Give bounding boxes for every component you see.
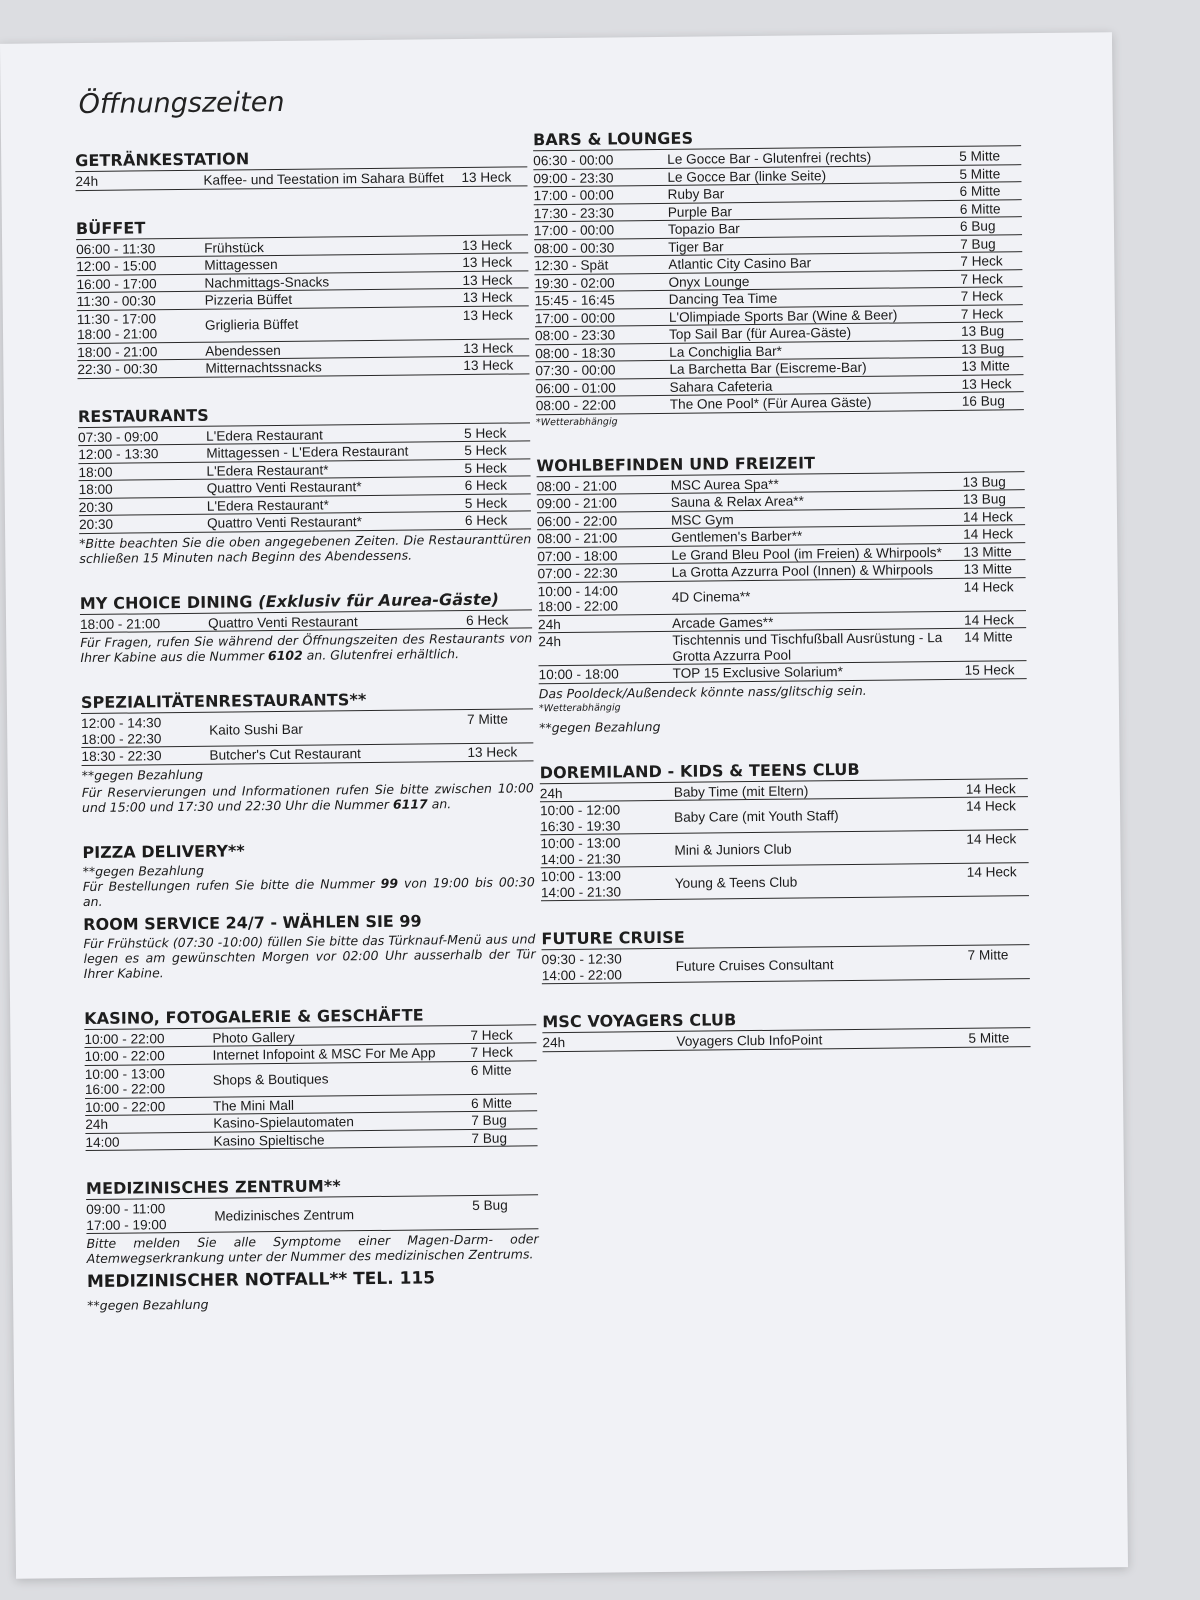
deck-cell: 14 Mitte xyxy=(964,629,1013,645)
time-cell: 06:00 - 22:00 xyxy=(536,512,618,529)
section-bueffet xyxy=(76,214,530,379)
name-cell: Dancing Tea Time xyxy=(668,290,778,307)
name-cell: Tischtennis und Tischfußball Ausrüstung - La Grotta Azzurra Pool xyxy=(672,630,943,664)
time-cell: 10:00 - 14:00 18:00 - 22:00 xyxy=(537,582,619,615)
deck-cell: 13 Heck xyxy=(467,744,518,761)
time-cell: 09:30 - 12:30 14:00 - 22:00 xyxy=(541,951,622,983)
name-cell: Quattro Venti Restaurant* xyxy=(206,479,362,496)
time-cell: 14:00 xyxy=(85,1134,120,1150)
name-cell: Top Sail Bar (für Aurea-Gäste) xyxy=(668,324,852,342)
table-row xyxy=(81,710,533,748)
name-cell: The One Pool* (Für Aurea Gäste) xyxy=(669,394,872,412)
time-cell: 07:30 - 09:00 xyxy=(78,428,159,445)
time-cell: 10:00 - 13:00 14:00 - 21:30 xyxy=(540,835,621,867)
time-cell: 10:00 - 13:00 16:00 - 22:00 xyxy=(84,1065,166,1098)
time-cell: 24h xyxy=(538,634,562,650)
time-cell: 07:00 - 22:30 xyxy=(537,565,618,582)
name-cell: Le Grand Bleu Pool (im Freien) & Whirpools* xyxy=(671,544,942,563)
deck-cell: 7 Heck xyxy=(960,288,1004,304)
deck-cell: 13 Mitte xyxy=(961,358,1010,374)
deck-cell: 14 Heck xyxy=(965,780,1016,797)
section-title: FUTURE CRUISE xyxy=(541,924,1029,950)
spezial-note xyxy=(82,780,534,815)
table-row xyxy=(86,1196,538,1234)
name-cell: Tiger Bar xyxy=(668,238,724,255)
time-cell: 12:30 - Spät xyxy=(534,257,609,274)
deck-cell: 14 Heck xyxy=(966,864,1017,880)
section-kasino xyxy=(84,1004,537,1151)
time-cell: 18:30 - 22:30 xyxy=(81,748,162,765)
deck-cell: 7 Mitte xyxy=(467,711,508,728)
name-cell: L'Edera Restaurant xyxy=(206,427,323,444)
table-row xyxy=(536,392,1024,415)
time-cell: 09:00 - 21:00 xyxy=(536,495,618,512)
name-cell: Baby Time (mit Eltern) xyxy=(673,782,809,800)
section-medizin xyxy=(86,1174,539,1313)
schedule-table xyxy=(84,1026,537,1151)
name-cell: The Mini Mall xyxy=(213,1097,295,1114)
name-cell: Onyx Lounge xyxy=(668,273,750,290)
table-row xyxy=(75,168,527,190)
name-cell: Photo Gallery xyxy=(212,1029,295,1046)
section-title-main: MY CHOICE DINING xyxy=(79,591,253,613)
note-text: Für Reservierungen und Informationen rufen Sie bitte zwischen 10:00 und 15:00 und 17:30 und 22:30 Uhr die Nummer xyxy=(81,779,534,815)
time-cell: 17:00 - 00:00 xyxy=(533,187,614,204)
name-cell: Kasino-Spielautomaten xyxy=(213,1114,354,1131)
name-cell: Butcher's Cut Restaurant xyxy=(209,746,361,763)
time-cell: 19:30 - 02:00 xyxy=(534,274,615,291)
restaurants-note: *Bitte beachten Sie die oben angegebenen Zeiten. Die Restauranttüren schließen 15 Minuten nach Beginn des Abendessens. xyxy=(79,530,532,566)
time-cell: 07:30 - 00:00 xyxy=(535,362,616,379)
schedule-table xyxy=(86,1196,538,1234)
note-text: an. xyxy=(427,795,452,811)
table-row xyxy=(85,1129,537,1151)
deck-cell: 7 Heck xyxy=(960,305,1004,322)
time-cell: 08:00 - 23:30 xyxy=(535,327,616,344)
schedule-table xyxy=(80,611,532,633)
time-cell: 12:00 - 14:30 18:00 - 22:30 xyxy=(81,715,162,747)
time-cell: 10:00 - 22:00 xyxy=(84,1048,165,1065)
schedule-table xyxy=(540,780,1029,902)
name-cell: La Grotta Azzurra Pool (Innen) & Whirpools xyxy=(671,562,934,580)
deck-cell: 7 Heck xyxy=(960,270,1003,287)
deck-cell: 5 Mitte xyxy=(959,148,1001,164)
phone-number: 6117 xyxy=(392,795,428,812)
table-row xyxy=(541,863,1029,901)
name-cell: Medizinisches Zentrum xyxy=(214,1206,355,1224)
section-title: KASINO, FOTOGALERIE & GESCHÄFTE xyxy=(84,1004,536,1030)
name-cell: Topazio Bar xyxy=(667,221,740,237)
phone-number: 6102 xyxy=(267,647,303,664)
name-cell: Mini & Juniors Club xyxy=(674,841,792,858)
deck-cell: 13 Mitte xyxy=(963,561,1012,577)
paid-note: **gegen Bezahlung xyxy=(81,766,204,783)
deck-cell: 13 Heck xyxy=(462,254,513,271)
name-cell: Sauna & Relax Area** xyxy=(670,493,804,510)
schedule-table xyxy=(75,168,527,190)
time-cell: 15:45 - 16:45 xyxy=(534,292,615,309)
deck-cell: 13 Heck xyxy=(462,272,513,288)
deck-cell: 14 Heck xyxy=(966,831,1017,847)
deck-cell: 5 Heck xyxy=(464,495,508,511)
time-cell: 08:00 - 00:30 xyxy=(534,239,615,256)
page-title: Öffnungszeiten xyxy=(78,86,285,121)
time-cell: 20:30 xyxy=(78,499,113,515)
deck-cell: 6 Heck xyxy=(465,612,509,628)
name-cell: TOP 15 Exclusive Solarium* xyxy=(672,664,843,681)
deck-cell: 6 Heck xyxy=(464,477,508,494)
deck-cell: 5 Bug xyxy=(472,1197,508,1213)
time-cell: 18:00 - 21:00 xyxy=(79,615,161,632)
name-cell: MSC Gym xyxy=(670,511,734,528)
time-cell: 24h xyxy=(539,785,563,801)
deck-cell: 5 Heck xyxy=(464,442,507,459)
name-cell: MSC Aurea Spa** xyxy=(670,476,779,493)
time-cell: 10:00 - 18:00 xyxy=(538,666,619,683)
deck-cell: 7 Mitte xyxy=(967,947,1009,963)
time-cell: 10:00 - 22:00 xyxy=(84,1030,165,1047)
section-title: MEDIZINISCHES ZENTRUM** xyxy=(86,1174,538,1200)
room-note: Für Frühstück (07:30 -10:00) füllen Sie bitte das Türknauf-Menü aus und legen es am gewünschten Morgen vor 02:00 Uhr ausserhalb der Tür Ihrer Kabine. xyxy=(83,930,536,981)
deck-cell: 14 Heck xyxy=(963,578,1014,595)
deck-cell: 5 Mitte xyxy=(959,165,1001,182)
section-pizza-delivery xyxy=(82,838,535,909)
name-cell: L'Edera Restaurant* xyxy=(206,461,329,479)
pooldeck-note: Das Pooldeck/Außendeck könnte nass/glitschig sein. xyxy=(538,682,867,701)
section-my-choice-dining xyxy=(80,589,533,665)
name-cell: La Barchetta Bar (Eiscreme-Bar) xyxy=(669,359,867,377)
name-cell: Mitternachtssnacks xyxy=(205,359,322,376)
deck-cell: 7 Bug xyxy=(471,1112,507,1128)
name-cell: Purple Bar xyxy=(667,203,733,220)
note-text: Für Bestellungen rufen Sie bitte die Nummer xyxy=(82,875,381,894)
table-row xyxy=(80,611,532,633)
deck-cell: 5 Heck xyxy=(464,460,507,476)
name-cell: Griglieria Büffet xyxy=(204,317,299,333)
time-cell: 20:30 xyxy=(78,516,114,533)
deck-cell: 14 Heck xyxy=(963,526,1014,542)
deck-cell: 13 Mitte xyxy=(963,543,1012,560)
name-cell: L'Olimpiade Sports Bar (Wine & Beer) xyxy=(668,306,898,325)
phone-number: 99 xyxy=(380,875,399,891)
table-row xyxy=(540,797,1028,835)
time-cell: 18:00 xyxy=(78,481,113,498)
time-cell: 08:00 - 22:00 xyxy=(535,397,617,414)
table-row xyxy=(81,743,533,765)
deck-cell: 14 Heck xyxy=(962,508,1013,525)
section-wohlbefinden xyxy=(536,451,1027,735)
pizza-note xyxy=(83,874,535,909)
time-cell: 24h xyxy=(85,1116,109,1133)
schedule-table xyxy=(537,473,1027,684)
name-cell: Le Gocce Bar - Glutenfrei (rechts) xyxy=(667,149,872,167)
schedule-table xyxy=(533,147,1024,415)
time-cell: 11:30 - 00:30 xyxy=(76,293,156,310)
time-cell: 17:00 - 00:00 xyxy=(534,309,616,326)
paid-note: **gegen Bezahlung xyxy=(82,862,205,879)
section-title xyxy=(82,838,534,862)
name-cell: Mittagessen - L'Edera Restaurant xyxy=(206,443,409,461)
section-bars xyxy=(533,125,1024,428)
time-cell: 11:30 - 17:00 18:00 - 21:00 xyxy=(76,310,158,343)
name-cell: Internet Infopoint & MSC For Me App xyxy=(212,1045,436,1063)
time-cell: 16:00 - 17:00 xyxy=(76,275,157,292)
name-cell: Quattro Venti Restaurant* xyxy=(206,514,363,531)
time-cell: 18:00 xyxy=(78,464,113,480)
deck-cell: 6 Mitte xyxy=(959,183,1001,199)
deck-cell: 7 Heck xyxy=(960,253,1003,269)
name-cell: Baby Care (mit Youth Staff) xyxy=(674,807,839,825)
deck-cell: 13 Heck xyxy=(462,289,513,306)
section-title: MSC VOYAGERS CLUB xyxy=(542,1007,1030,1033)
note-text: von 19:00 bis 00:30 an. xyxy=(82,873,535,909)
deck-cell: 16 Bug xyxy=(961,393,1005,409)
section-doremiland xyxy=(540,758,1029,902)
time-cell: 06:00 - 01:00 xyxy=(535,379,616,396)
time-cell: 24h xyxy=(75,173,99,190)
paid-note: **gegen Bezahlung xyxy=(539,718,661,735)
deck-cell: 14 Heck xyxy=(965,798,1016,814)
name-cell: Pizzeria Büffet xyxy=(204,291,293,308)
deck-cell: 6 Bug xyxy=(959,218,996,234)
table-row xyxy=(85,1061,537,1099)
deck-cell: 14 Heck xyxy=(963,611,1015,628)
deck-cell: 6 Mitte xyxy=(470,1062,512,1078)
deck-cell: 6 Mitte xyxy=(471,1095,512,1111)
section-future-cruise xyxy=(541,924,1030,984)
name-cell: Gentlemen's Barber** xyxy=(671,528,803,545)
paid-note: **gegen Bezahlung xyxy=(87,1296,209,1314)
section-getraenkestation xyxy=(75,146,527,190)
time-cell: 22:30 - 00:30 xyxy=(77,361,158,378)
emergency-title: MEDIZINISCHER NOTFALL** TEL. 115 xyxy=(86,1268,436,1293)
time-cell: 10:00 - 22:00 xyxy=(85,1098,166,1115)
table-row xyxy=(542,946,1030,984)
right-column xyxy=(533,125,1031,1080)
section-title: SPEZIALITÄTENRESTAURANTS** xyxy=(81,688,533,714)
deck-cell: 13 Heck xyxy=(463,340,514,356)
deck-cell: 13 Heck xyxy=(463,357,514,374)
name-cell: Le Gocce Bar (linke Seite) xyxy=(667,167,827,185)
schedule-table xyxy=(542,1029,1030,1052)
deck-cell: 7 Bug xyxy=(471,1130,508,1146)
name-cell: Young & Teens Club xyxy=(674,874,798,891)
name-cell: Kaito Sushi Bar xyxy=(209,721,303,738)
mychoice-note xyxy=(80,630,532,665)
section-spezialitaeten xyxy=(81,688,534,814)
name-cell: Frühstück xyxy=(204,239,264,256)
deck-cell: 13 Heck xyxy=(462,237,513,253)
name-cell: Shops & Boutiques xyxy=(212,1071,329,1088)
section-restaurants xyxy=(78,402,532,566)
weather-note: *Wetterabhängig xyxy=(535,415,618,428)
name-cell: Atlantic City Casino Bar xyxy=(668,255,812,272)
time-cell: 12:00 - 15:00 xyxy=(76,258,157,275)
time-cell: 06:00 - 11:30 xyxy=(76,240,156,257)
time-cell: 06:30 - 00:00 xyxy=(533,152,614,169)
section-room-service xyxy=(83,910,536,981)
name-cell: L'Edera Restaurant* xyxy=(206,496,329,514)
time-cell: 10:00 - 13:00 14:00 - 21:30 xyxy=(540,868,622,900)
time-cell: 09:00 - 23:30 xyxy=(533,169,614,186)
table-row xyxy=(77,306,529,344)
name-cell: Abendessen xyxy=(205,342,281,359)
deck-cell: 7 Heck xyxy=(470,1044,513,1060)
name-cell: Voyagers Club InfoPoint xyxy=(676,1032,823,1049)
time-cell: 09:00 - 11:00 17:00 - 19:00 xyxy=(86,1201,167,1233)
medizin-note: Bitte melden Sie alle Symptome einer Magen-Darm- oder Atemwegserkrankung unter der Nummer des medizinischen Zentrums. xyxy=(86,1231,539,1267)
name-cell: 4D Cinema** xyxy=(671,589,751,606)
time-cell: 08:00 - 21:00 xyxy=(537,530,618,547)
left-column xyxy=(75,146,539,1341)
table-row xyxy=(542,1029,1030,1052)
deck-cell: 13 Heck xyxy=(961,375,1012,392)
time-cell: 24h xyxy=(538,616,561,632)
weather-note: *Wetterabhängig xyxy=(538,701,621,714)
section-title: RESTAURANTS xyxy=(78,402,530,428)
name-cell: Kasino Spieltische xyxy=(213,1132,325,1149)
deck-cell: 13 Bug xyxy=(960,323,1005,339)
document-sheet xyxy=(0,32,1128,1579)
name-cell: Sahara Cafeteria xyxy=(669,378,773,395)
name-cell: Quattro Venti Restaurant xyxy=(207,613,358,631)
time-cell: 18:00 - 21:00 xyxy=(77,343,158,360)
schedule-table xyxy=(76,236,529,379)
time-cell: 08:00 - 18:30 xyxy=(535,344,616,361)
time-cell: 08:00 - 21:00 xyxy=(536,477,617,494)
deck-cell: 6 Mitte xyxy=(959,200,1001,217)
name-cell: Nachmittags-Snacks xyxy=(204,273,330,291)
time-cell: 10:00 - 12:00 16:30 - 19:30 xyxy=(539,802,621,834)
time-cell: 24h xyxy=(542,1035,566,1051)
deck-cell: 7 Heck xyxy=(470,1027,513,1043)
deck-cell: 7 Bug xyxy=(960,235,996,252)
section-title: DOREMILAND - KIDS & TEENS CLUB xyxy=(540,758,1028,784)
name-cell: Mittagessen xyxy=(204,256,278,273)
deck-cell: 13 Bug xyxy=(962,473,1006,490)
deck-cell: 5 Mitte xyxy=(968,1030,1010,1046)
deck-cell: 6 Heck xyxy=(464,512,508,529)
section-title: GETRÄNKESTATION xyxy=(75,146,527,172)
time-cell: 17:30 - 23:30 xyxy=(533,204,614,221)
schedule-table xyxy=(81,710,534,765)
schedule-table xyxy=(78,424,531,534)
table-row xyxy=(538,628,1026,666)
table-row xyxy=(540,830,1028,868)
deck-cell: 13 Heck xyxy=(462,307,513,323)
section-title: BÜFFET xyxy=(76,214,528,240)
schedule-table xyxy=(542,946,1030,984)
deck-cell: 13 Heck xyxy=(461,169,512,186)
section-title: BARS & LOUNGES xyxy=(533,125,1021,151)
name-cell: Ruby Bar xyxy=(667,186,725,202)
note-text: Für Fragen, rufen Sie während der Öffnungszeiten des Restaurants von Ihrer Kabine aus die Nummer xyxy=(80,630,533,666)
time-cell: 17:00 - 00:00 xyxy=(533,222,615,239)
section-title-text: PIZZA DELIVERY** xyxy=(82,840,245,862)
name-cell: La Conchiglia Bar* xyxy=(669,343,782,360)
table-row xyxy=(538,578,1026,616)
deck-cell: 13 Bug xyxy=(962,491,1006,507)
table-row xyxy=(79,511,531,533)
deck-cell: 13 Bug xyxy=(961,340,1005,357)
table-row xyxy=(539,661,1027,684)
deck-cell: 5 Heck xyxy=(464,425,507,441)
section-subtitle: (Exklusiv für Aurea-Gäste) xyxy=(258,589,500,611)
section-title: ROOM SERVICE 24/7 - WÄHLEN SIE 99 xyxy=(83,910,422,934)
note-text: an. Glutenfrei erhältlich. xyxy=(302,646,460,663)
deck-cell: 15 Heck xyxy=(964,662,1015,678)
name-cell: Arcade Games** xyxy=(672,614,774,631)
table-row xyxy=(77,356,529,378)
name-cell: Kaffee- und Teestation im Sahara Büffet xyxy=(203,170,444,188)
name-cell: Future Cruises Consultant xyxy=(675,956,834,974)
section-voyagers-club xyxy=(542,1007,1030,1052)
time-cell: 12:00 - 13:30 xyxy=(78,446,159,463)
section-title: WOHLBEFINDEN UND FREIZEIT xyxy=(536,451,1024,477)
time-cell: 07:00 - 18:00 xyxy=(537,547,618,564)
